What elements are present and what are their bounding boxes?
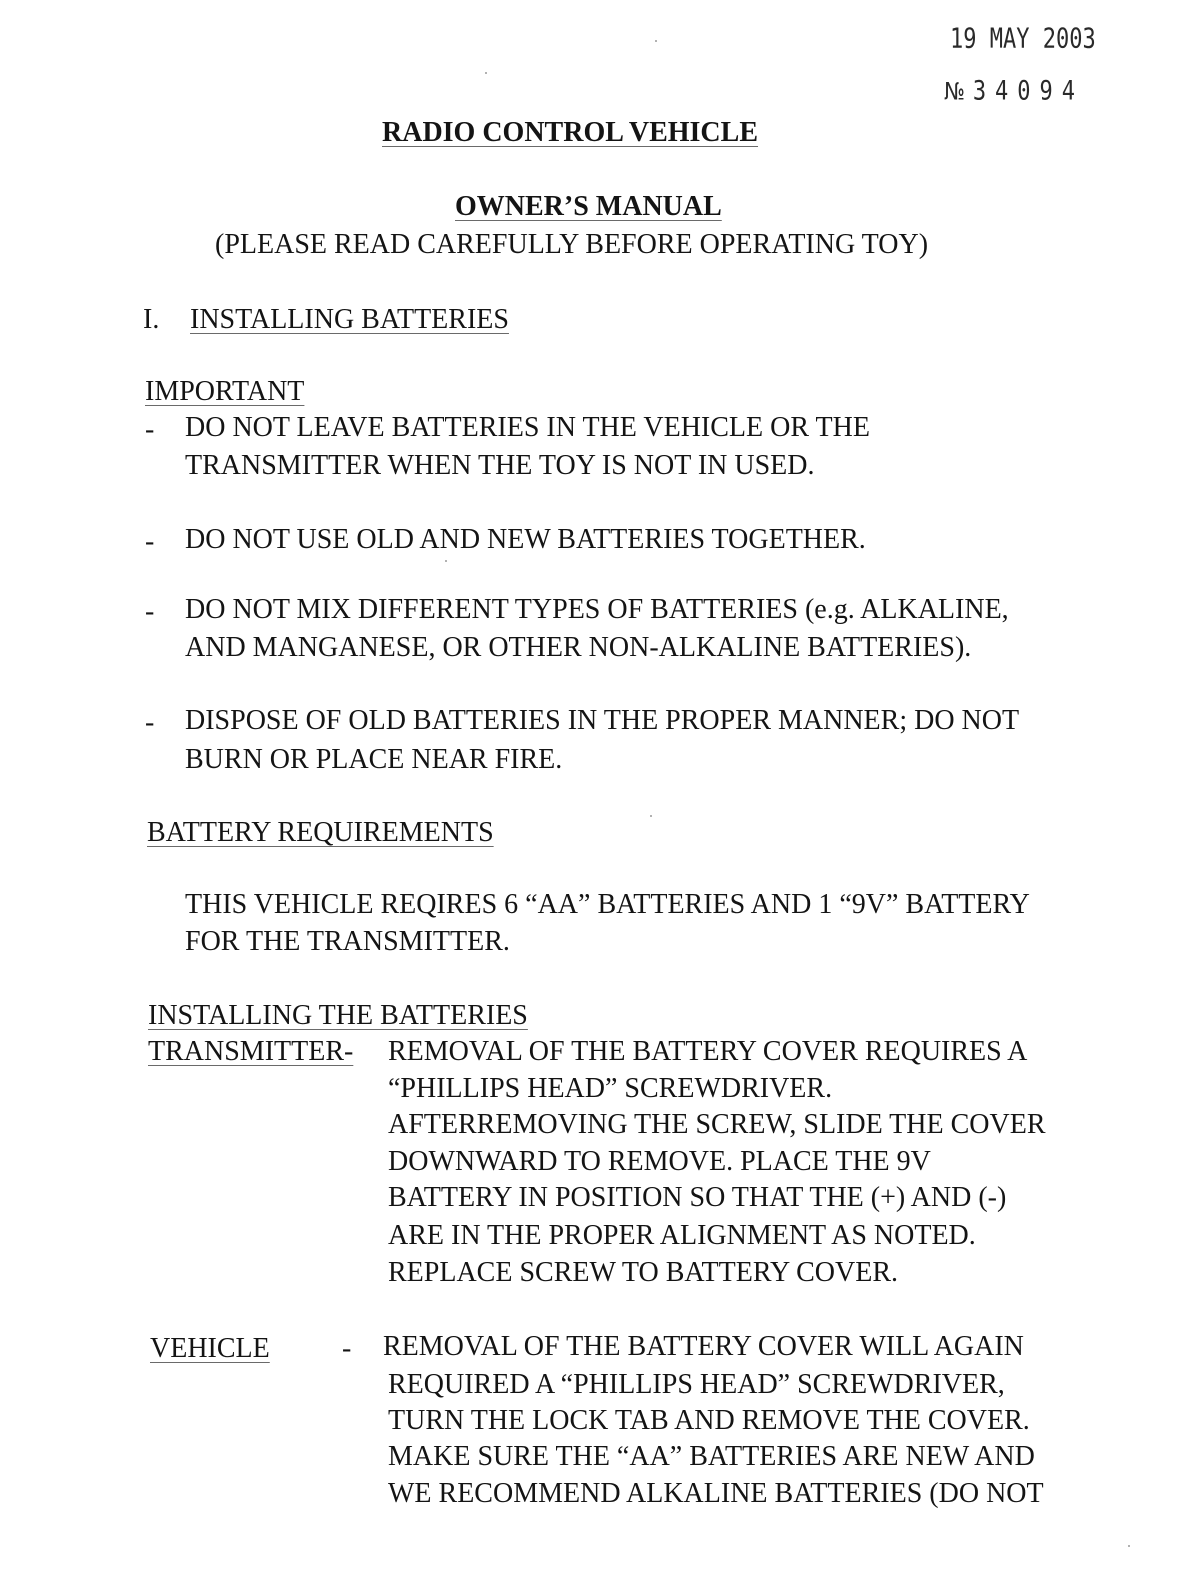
transmitter-instruction-line-4: DOWNWARD TO REMOVE. PLACE THE 9V xyxy=(388,1146,931,1177)
vehicle-label: VEHICLE xyxy=(150,1333,270,1364)
transmitter-instruction-line-1: REMOVAL OF THE BATTERY COVER REQUIRES A xyxy=(388,1036,1028,1067)
important-bullet-4-line-2: BURN OR PLACE NEAR FIRE. xyxy=(185,744,563,775)
scan-speck xyxy=(655,40,657,42)
reference-number-stamp xyxy=(944,74,1084,109)
battery-requirements-line-2: FOR THE TRANSMITTER. xyxy=(185,926,510,957)
transmitter-instruction-line-5: BATTERY IN POSITION SO THAT THE (+) AND (-) xyxy=(388,1182,1007,1213)
reference-number: 34094 xyxy=(972,76,1085,107)
section-heading: INSTALLING BATTERIES xyxy=(190,304,509,335)
scan-speck xyxy=(1128,1545,1130,1547)
scan-speck xyxy=(650,815,652,817)
important-bullet-2-line-1: DO NOT USE OLD AND NEW BATTERIES TOGETHER. xyxy=(185,524,866,555)
important-bullet-3-line-2: AND MANGANESE, OR OTHER NON-ALKALINE BATTERIES). xyxy=(185,632,972,663)
scan-speck xyxy=(485,72,487,74)
installing-batteries-heading: INSTALLING THE BATTERIES xyxy=(148,1000,528,1031)
transmitter-instruction-line-6: ARE IN THE PROPER ALIGNMENT AS NOTED. xyxy=(388,1220,976,1251)
bullet-marker: - xyxy=(145,596,155,627)
bullet-marker: - xyxy=(145,707,155,738)
transmitter-instruction-line-3: AFTERREMOVING THE SCREW, SLIDE THE COVER xyxy=(388,1109,1046,1140)
read-carefully-notice: (PLEASE READ CAREFULLY BEFORE OPERATING TOY) xyxy=(215,229,929,260)
vehicle-instruction-line-4: MAKE SURE THE “AA” BATTERIES ARE NEW AND xyxy=(388,1441,1035,1472)
bullet-marker: - xyxy=(145,414,155,445)
battery-requirements-heading: BATTERY REQUIREMENTS xyxy=(147,817,494,848)
vehicle-instruction-line-5: WE RECOMMEND ALKALINE BATTERIES (DO NOT xyxy=(388,1478,1044,1509)
important-heading: IMPORTANT xyxy=(145,376,305,407)
vehicle-instruction-line-3: TURN THE LOCK TAB AND REMOVE THE COVER. xyxy=(388,1405,1030,1436)
vehicle-instruction-line-2: REQUIRED A “PHILLIPS HEAD” SCREWDRIVER, xyxy=(388,1369,1005,1400)
scan-speck xyxy=(445,560,447,562)
important-bullet-4-line-1: DISPOSE OF OLD BATTERIES IN THE PROPER MANNER; DO NOT xyxy=(185,705,1020,736)
important-bullet-1-line-1: DO NOT LEAVE BATTERIES IN THE VEHICLE OR THE xyxy=(185,412,870,443)
battery-requirements-line-1: THIS VEHICLE REQIRES 6 “AA” BATTERIES AND 1 “9V” BATTERY xyxy=(185,889,1030,920)
important-bullet-3-line-1: DO NOT MIX DIFFERENT TYPES OF BATTERIES (e.g. ALKALINE, xyxy=(185,594,1009,625)
transmitter-instruction-line-7: REPLACE SCREW TO BATTERY COVER. xyxy=(388,1257,899,1288)
document-subtitle: OWNER’S MANUAL xyxy=(455,191,722,222)
transmitter-instruction-line-2: “PHILLIPS HEAD” SCREWDRIVER. xyxy=(388,1073,833,1104)
document-title: RADIO CONTROL VEHICLE xyxy=(382,117,759,148)
transmitter-label: TRANSMITTER- xyxy=(148,1036,354,1067)
vehicle-instruction-line-1: REMOVAL OF THE BATTERY COVER WILL AGAIN xyxy=(383,1331,1024,1362)
bullet-marker: - xyxy=(145,526,155,557)
section-numeral: I. xyxy=(143,304,160,335)
received-date-stamp: 19 MAY 2003 xyxy=(950,23,1096,55)
number-sign-label: № xyxy=(944,76,965,106)
vehicle-dash: - xyxy=(342,1333,352,1364)
important-bullet-1-line-2: TRANSMITTER WHEN THE TOY IS NOT IN USED. xyxy=(185,450,815,481)
